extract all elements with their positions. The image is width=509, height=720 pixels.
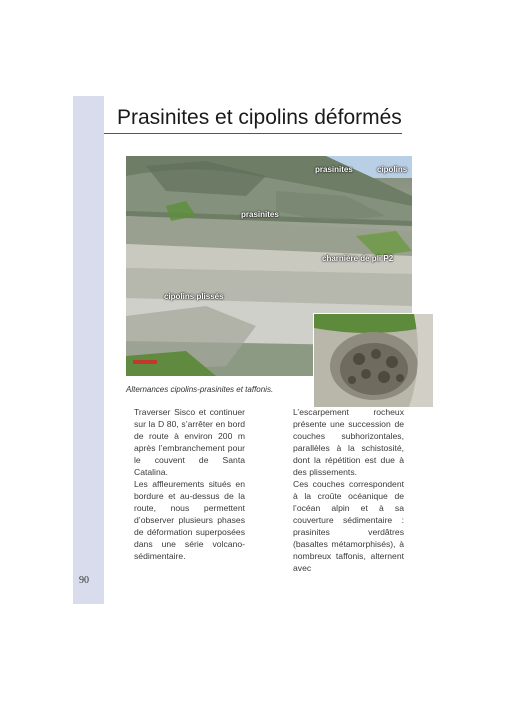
title-divider [104,133,402,134]
paragraph: Les affleurements situés en bordure et au-dessus de la route, nous permettent d’observer plusieurs phases de déformation superposées dans une série volcano-sédimentaire. [134,479,245,561]
label-charniere: charnière de pli P2 [322,254,394,263]
text-column-left [134,406,245,562]
label-prasinites-top: prasinites [315,165,353,174]
page-title: Prasinites et cipolins déformés [117,106,402,129]
paragraph: L’escarpement rocheux présente une succession de couches subhorizontales, parallèles à la schistosité, dont la répétition est due à des plissements. [293,407,404,477]
paragraph: Ces couches correspondent à la croûte océanique de l’océan alpin et à sa couverture sédimentaire : prasinites verdâtres (basaltes métamorphisés), à nombreux taffonis, alternent avec [293,479,404,573]
label-cipolins-plisses: cipolins plissés [164,292,224,301]
scale-bar [133,360,157,364]
paragraph: Traverser Sisco et continuer sur la D 80, s’arrêter en bord de route à environ 200 m après l’embranchement pour le couvent de Santa Catalina. [134,407,245,477]
taffoni-inset-photo [313,313,434,408]
page-sidebar-band [73,96,104,604]
page-number: 90 [79,575,89,586]
figure-caption: Alternances cipolins-prasinites et taffonis. [126,385,274,394]
text-column-right [293,406,404,574]
label-cipolins: cipolins [377,165,408,174]
taffoni-inset-drawing [314,314,433,407]
label-prasinites-mid: prasinites [241,210,279,219]
